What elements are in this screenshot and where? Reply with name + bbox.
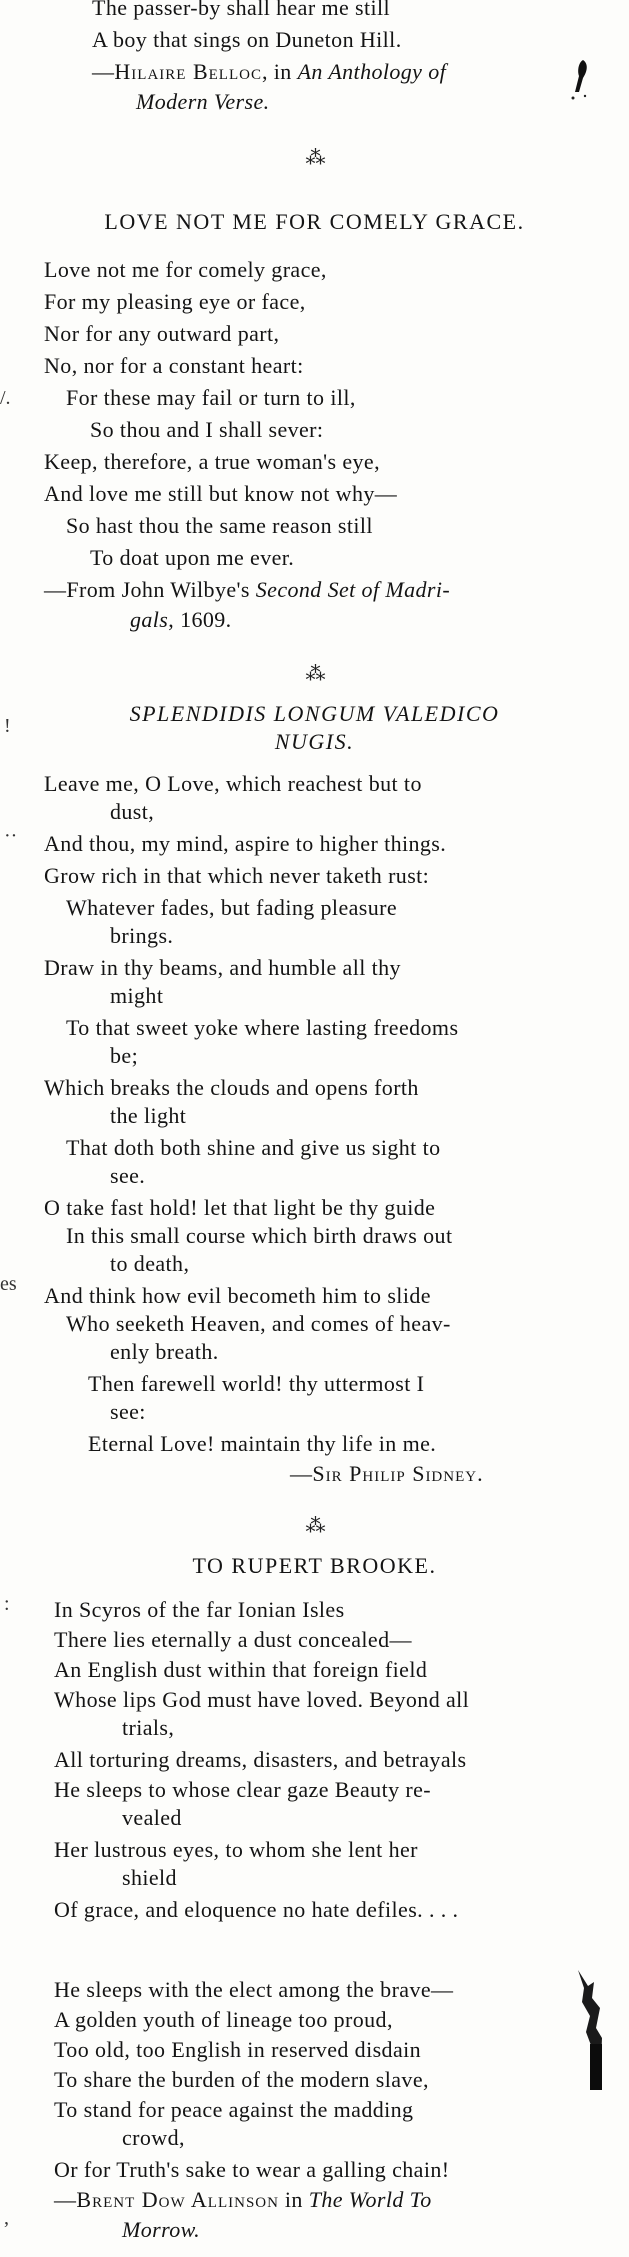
poem-line: So thou and I shall sever: — [90, 417, 324, 442]
poem-line: Whose lips God must have loved. Beyond all — [54, 1687, 470, 1712]
poem-line: For these may fail or turn to ill, — [66, 385, 356, 410]
poem-attribution: —From John Wilbye's Second Set of Madri- — [44, 577, 451, 602]
poem-line: Which breaks the clouds and opens forth — [44, 1075, 419, 1100]
poem-line: Her lustrous eyes, to whom she lent her — [54, 1837, 418, 1862]
poem-line: All torturing dreams, disasters, and betrayals — [54, 1747, 467, 1772]
poem-line: trials, — [122, 1715, 175, 1740]
poem-line: Whatever fades, but fading pleasure — [66, 895, 398, 920]
poem-line: And think how evil becometh him to slide — [44, 1283, 431, 1308]
poem-line: No, nor for a constant heart: — [44, 353, 304, 378]
poem-line: And love me still but know not why— — [44, 481, 398, 506]
poem-line: To doat upon me ever. — [90, 545, 295, 570]
poem-line: He sleeps with the elect among the brave— — [54, 1977, 454, 2002]
poem-line: An English dust within that foreign field — [54, 1657, 428, 1682]
poem-line: vealed — [122, 1805, 182, 1830]
ink-blot-icon — [565, 58, 595, 102]
poem-line: He sleeps to whose clear gaze Beauty re- — [54, 1777, 432, 1802]
poem-line: shield — [122, 1865, 177, 1890]
poem-line: might — [110, 983, 164, 1008]
poem-line: That doth both shine and give us sight to — [66, 1135, 441, 1160]
poem-line: brings. — [110, 923, 174, 948]
poem-line: Then farewell world! thy uttermost I — [88, 1371, 425, 1396]
poem-line: Eternal Love! maintain thy life in me. — [88, 1431, 437, 1456]
gutter-mark: ! — [4, 715, 11, 737]
section-ornament: ⁂ — [305, 147, 324, 169]
poem-line: Of grace, and eloquence no hate defiles. . . . — [54, 1897, 459, 1922]
poem-line: To that sweet yoke where lasting freedoms — [66, 1015, 459, 1040]
poem-attribution-cont: gals, 1609. — [130, 607, 232, 632]
poem-title-cont: NUGIS. — [274, 729, 355, 754]
poem-line: Who seeketh Heaven, and comes of heav- — [66, 1311, 451, 1336]
belloc-attribution-cont: Modern Verse. — [136, 89, 270, 114]
ink-smudge-icon — [572, 1968, 608, 2094]
section-ornament: ⁂ — [305, 663, 324, 685]
gutter-mark: ·· — [4, 825, 18, 847]
poem-line: be; — [110, 1043, 139, 1068]
poem-line: Keep, therefore, a true woman's eye, — [44, 449, 380, 474]
section-ornament: ⁂ — [305, 1515, 324, 1537]
poem-line: Leave me, O Love, which reachest but to — [44, 771, 422, 796]
author-name: Brent Dow Allinson — [76, 2187, 279, 2212]
belloc-attribution: —Hilaire Belloc, in An Anthology of — [92, 59, 447, 84]
poem-attribution: —Sir Philip Sidney. — [290, 1461, 484, 1486]
poem-title: SPLENDIDIS LONGUM VALEDICO — [129, 701, 500, 726]
poem-line: To share the burden of the modern slave, — [54, 2067, 429, 2092]
poem-line: see: — [110, 1399, 146, 1424]
book-title: An Anthology of — [297, 59, 447, 84]
poem-line: In this small course which birth draws out — [66, 1223, 453, 1248]
poem-attribution-cont: Morrow. — [122, 2217, 200, 2242]
poem-line: Love not me for comely grace, — [44, 257, 327, 282]
poem-line: Or for Truth's sake to wear a galling chain! — [54, 2157, 450, 2182]
poem-line: O take fast hold! let that light be thy guide — [44, 1195, 436, 1220]
poem-line: In Scyros of the far Ionian Isles — [54, 1597, 345, 1622]
poem-line: the light — [110, 1103, 187, 1128]
belloc-line-1: The passer-by shall hear me still — [92, 0, 391, 20]
author-name: Hilaire Belloc — [114, 59, 262, 84]
poem-line: A golden youth of lineage too proud, — [54, 2007, 393, 2032]
poem-line: Draw in thy beams, and humble all thy — [44, 955, 401, 980]
gutter-mark: es — [0, 1273, 17, 1295]
poem-title: TO RUPERT BROOKE. — [192, 1553, 437, 1578]
poem-line: enly breath. — [110, 1339, 219, 1364]
poem-line: To stand for peace against the madding — [54, 2097, 414, 2122]
poem-line: And thou, my mind, aspire to higher things. — [44, 831, 447, 856]
poem-title: LOVE NOT ME FOR COMELY GRACE. — [104, 209, 525, 234]
author-name: Sir Philip Sidney. — [312, 1461, 484, 1486]
book-title: The World To — [308, 2187, 432, 2212]
poem-line: dust, — [110, 799, 155, 824]
poem-line: Too old, too English in reserved disdain — [54, 2037, 422, 2062]
poem-line: see. — [110, 1163, 146, 1188]
poem-line: So hast thou the same reason still — [66, 513, 373, 538]
poem-line: Nor for any outward part, — [44, 321, 280, 346]
poem-line: For my pleasing eye or face, — [44, 289, 306, 314]
gutter-mark: /. — [0, 387, 11, 409]
gutter-mark: , — [4, 2207, 9, 2229]
poem-attribution: —Brent Dow Allinson in The World To — [54, 2187, 432, 2212]
belloc-line-2: A boy that sings on Duneton Hill. — [92, 27, 402, 52]
book-title: Second Set of Madri- — [255, 577, 451, 602]
poem-line: to death, — [110, 1251, 190, 1276]
gutter-mark: : — [4, 1593, 10, 1615]
poem-line: crowd, — [122, 2125, 185, 2150]
poem-line: There lies eternally a dust concealed— — [54, 1627, 412, 1652]
poem-line: Grow rich in that which never taketh rust: — [44, 863, 430, 888]
